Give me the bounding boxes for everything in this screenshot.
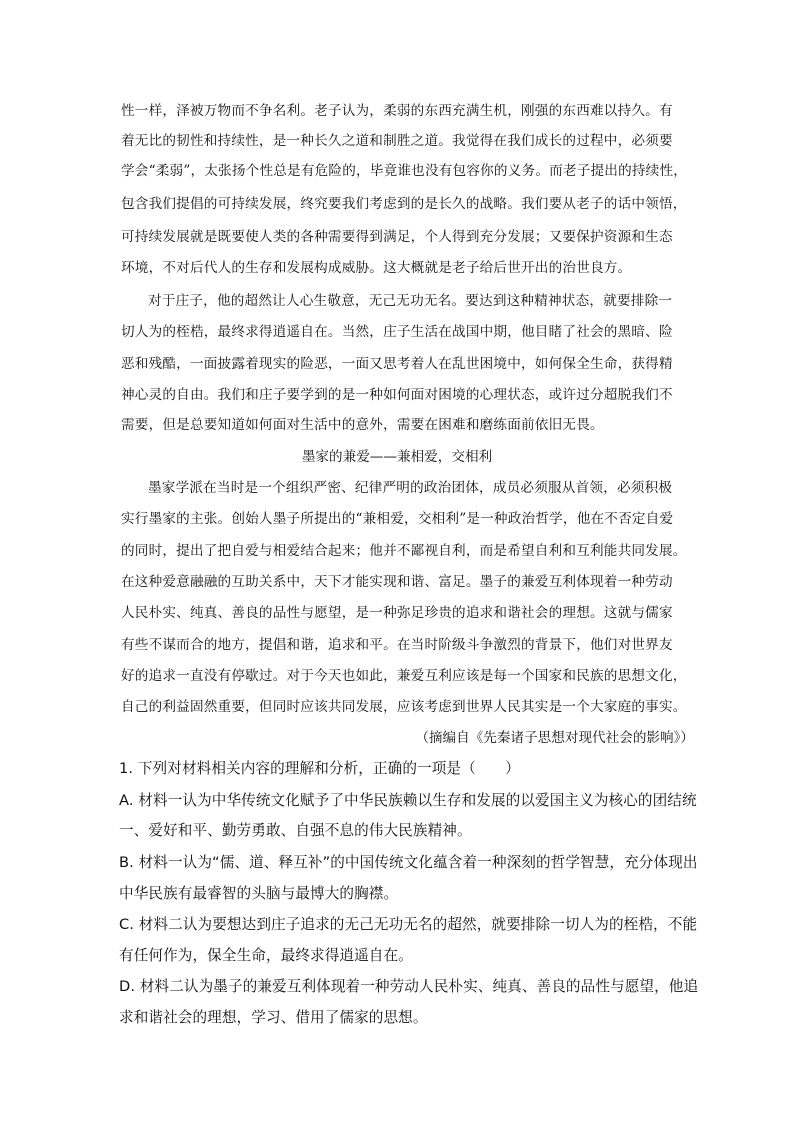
text-line: 的同时，提出了把自爱与相爱结合起来；他并不鄙视自利，而是希望自利和互利能共同发展。 — [121, 543, 687, 559]
text-line: 实行墨家的主张。创始人墨子所提出的“兼相爱，交相利”是一种政治哲学，他在不否定自爱 — [121, 511, 674, 527]
question-stem: 1. 下列对材料相关内容的理解和分析，正确的一项是（ ） — [119, 760, 520, 777]
text-line: 墨家学派在当时是一个组织严密、纪律严明的政治团体，成员必须服从首领，必须积极 — [148, 480, 673, 496]
option-d-line-1: D. 材料二认为墨子的兼爱互利体现着一种劳动人民朴实、纯真、善良的品性与愿望，他追 — [119, 978, 699, 995]
text-line: 可持续发展就是既要使人类的各种需要得到满足，个人得到充分发展；又要保护资源和生态 — [121, 229, 673, 245]
text-line: 包含我们提倡的可持续发展，终究要我们考虑到的是长久的战略。我们要从老子的话中领悟， — [121, 196, 687, 212]
option-d-line-2: 求和谐社会的理想，学习、借用了儒家的思想。 — [119, 1009, 428, 1026]
text-line: 自己的利益固然重要，但同时应该共同发展，应该考虑到世界人民其实是一个大家庭的事实。 — [121, 699, 687, 715]
text-line: 环境，不对后代人的生存和发展构成威胁。这大概就是老子给后世开出的治世良方。 — [121, 260, 632, 276]
text-line: 好的追求一直没有停歇过。对于今天也如此，兼爱互利应该是每一个国家和民族的思想文化， — [121, 668, 687, 684]
text-line: 性一样，泽被万物而不争名利。老子认为，柔弱的东西充满生机，刚强的东西难以持久。有 — [121, 103, 673, 119]
option-c-line-1: C. 材料二认为要想达到庄子追求的无己无功无名的超然，就要排除一切人为的桎梏，不能 — [119, 916, 698, 933]
text-line: 着无比的韧性和持续性，是一种长久之道和制胜之道。我觉得在我们成长的过程中，必须要 — [121, 133, 673, 149]
section-heading: 墨家的兼爱——兼相爱，交相利 — [301, 449, 493, 465]
text-line: 有些不谋而合的地方，提倡和谐，追求和平。在当时阶级斗争激烈的背景下，他们对世界友 — [121, 637, 673, 653]
text-line: 神心灵的自由。我们和庄子要学到的是一种如何面对困境的心理状态，或许过分超脱我们不 — [121, 387, 673, 403]
text-line: 学会“柔弱”，太张扬个性总是有危险的，毕竟谁也没有包容你的义务。而老子提出的持续性， — [121, 163, 688, 179]
text-line: 切人为的桎梏，最终求得逍遥自在。当然，庄子生活在战国中期，他目睹了社会的黑暗、险 — [121, 324, 673, 340]
option-b-line-2: 中华民族有最睿智的头脑与最博大的胸襟。 — [119, 885, 399, 902]
option-b-line-1: B. 材料一认为“儒、道、释互补”的中国传统文化蕴含着一种深刻的哲学智慧，充分体现出 — [119, 854, 698, 871]
text-line: 人民朴实、纯真、善良的品性与愿望，是一种弥足珍贵的追求和谐社会的理想。这就与儒家 — [121, 605, 673, 621]
option-a-line-2: 一、爱好和平、勤劳勇敢、自强不息的伟大民族精神。 — [119, 822, 472, 839]
option-c-line-2: 有任何作为，保全生命，最终求得逍遥自在。 — [119, 947, 413, 964]
text-line: 恶和残酷，一面披露着现实的险恶，一面又思考着人在乱世困境中，如何保全生命，获得精 — [121, 356, 673, 372]
text-line: 对于庄子，他的超然让人心生敬意，无己无功无名。要达到这种精神状态，就要排除一 — [148, 293, 673, 309]
text-line: 在这种爱意融融的互助关系中，天下才能实现和谐、富足。墨子的兼爱互利体现着一种劳动 — [121, 574, 673, 590]
text-line: 需要，但是总要知道如何面对生活中的意外，需要在困难和磨练面前依旧无畏。 — [121, 417, 604, 433]
option-a-line-1: A. 材料一认为中华传统文化赋予了中华民族赖以生存和发展的以爱国主义为核心的团结统 — [119, 792, 697, 809]
source-citation: （摘编自《先秦诸子思想对现代社会的影响》） — [415, 730, 694, 746]
